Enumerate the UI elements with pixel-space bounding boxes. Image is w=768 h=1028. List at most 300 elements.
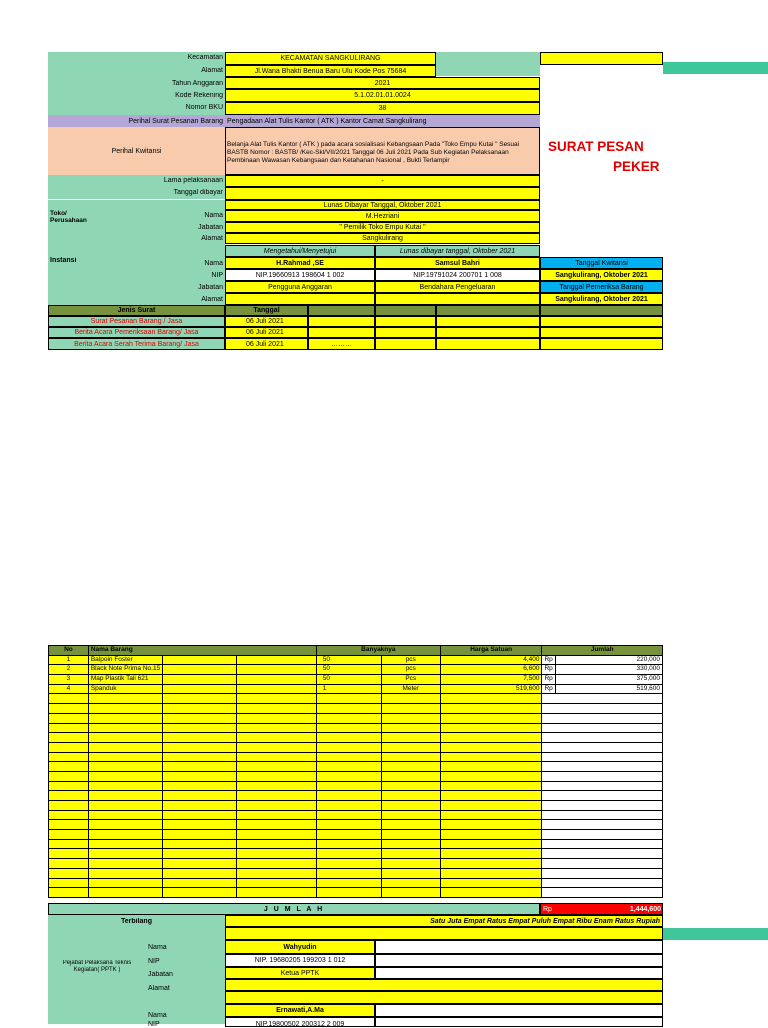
pptk-blank-4	[375, 967, 663, 979]
item-cell	[542, 868, 663, 878]
toko-nama-value: M.Hezriani	[225, 210, 540, 222]
item-cell	[163, 820, 237, 830]
item-cell	[440, 762, 542, 772]
item-cell	[440, 781, 542, 791]
item-cell	[316, 820, 381, 830]
item-cell	[542, 859, 663, 869]
item-cell	[49, 742, 89, 752]
item-cell	[237, 878, 317, 888]
rekening-value: 5.1.02.01.01.0024	[225, 89, 540, 102]
item-cell	[88, 694, 162, 704]
item-cell	[163, 742, 237, 752]
alamat-value: Jl.Wana Bhakti Benua Baru Ulu Kode Pos 75684	[225, 65, 436, 77]
green-bar-bottom	[663, 928, 768, 940]
item-cell	[316, 723, 381, 733]
item-cell	[440, 752, 542, 762]
item-cell	[237, 704, 317, 714]
item-cell	[440, 791, 542, 801]
tanggal-header: Tanggal	[225, 305, 308, 316]
item-unit: Pcs	[381, 675, 440, 685]
item-cell	[440, 723, 542, 733]
bp-alamat	[375, 293, 540, 305]
cell	[375, 338, 436, 350]
item-cell	[440, 801, 542, 811]
item-cell	[163, 830, 237, 840]
item-cell	[88, 704, 162, 714]
pptk-blank-2	[375, 940, 663, 954]
item-harga: 6,600	[440, 665, 542, 675]
item-cell	[316, 859, 381, 869]
item-cell	[440, 694, 542, 704]
tanggal-row-3: 06 Juli 2021	[225, 338, 308, 350]
bp-nama: Samsul Bahri	[375, 257, 540, 269]
item-harga: 519,600	[440, 684, 542, 694]
header-cell	[375, 305, 436, 316]
item-cell	[381, 810, 440, 820]
pptk-bg	[48, 927, 225, 1024]
header-cell	[308, 305, 375, 316]
item-cell	[542, 878, 663, 888]
item-cell	[163, 723, 237, 733]
item-cell	[316, 781, 381, 791]
tgl-dibayar-value	[225, 187, 540, 200]
pptk-blank-6	[375, 1004, 663, 1017]
item-cell	[440, 849, 542, 859]
item-cell	[163, 752, 237, 762]
table-row-empty	[49, 849, 663, 859]
item-cell	[542, 801, 663, 811]
item-nama: Map Plastik Tali 621	[88, 675, 162, 685]
item-cell	[316, 752, 381, 762]
item-cell	[542, 781, 663, 791]
item-cell	[88, 771, 162, 781]
item-cell	[88, 888, 162, 898]
item-cell	[49, 762, 89, 772]
item-cell	[381, 868, 440, 878]
item-cell	[49, 868, 89, 878]
table-row-empty	[49, 888, 663, 898]
item-cell	[49, 733, 89, 743]
pptk-jabatan-label: Jabatan	[148, 971, 173, 978]
toko-jabatan-value: " Pemilik Toko Empu Kutai "	[225, 222, 540, 233]
pptk-blank-7	[375, 1017, 663, 1027]
item-cell	[381, 888, 440, 898]
blank-cell	[540, 52, 663, 65]
item-cell	[316, 801, 381, 811]
item-cell	[440, 704, 542, 714]
item-cell	[316, 713, 381, 723]
item-cell	[49, 888, 89, 898]
lunas-dibayar-label: Lunas dibayar tanggal, Oktober 2021	[375, 245, 540, 257]
item-cell	[440, 733, 542, 743]
lama-label: Lama pelaksanaan	[163, 177, 223, 184]
item-cell	[440, 888, 542, 898]
pptk-alamat-value	[225, 979, 663, 991]
table-row-empty	[49, 810, 663, 820]
item-cell	[88, 810, 162, 820]
item-cell	[381, 791, 440, 801]
item-cell	[163, 713, 237, 723]
item-cell	[163, 675, 237, 685]
item-cell	[542, 694, 663, 704]
table-row-empty	[49, 801, 663, 811]
table-row-empty	[49, 859, 663, 869]
item-cell	[237, 859, 317, 869]
tahun-value: 2021	[225, 77, 540, 89]
item-cell	[381, 801, 440, 811]
toko-label: Toko/ Perusahaan	[50, 210, 87, 224]
jenis-row-3: Berita Acara Serah Terima Barang/ Jasa	[48, 338, 225, 350]
item-cell	[49, 694, 89, 704]
extra-row-1	[308, 316, 375, 327]
item-cell	[542, 830, 663, 840]
item-nama: Balpoin Foster	[88, 655, 162, 665]
item-cell	[542, 820, 663, 830]
jenis-header: Jenis Surat	[48, 305, 225, 316]
item-cell	[440, 859, 542, 869]
item-cell	[237, 742, 317, 752]
mengetahui-label: Mengetahui/Menyetujui	[225, 245, 375, 257]
pptk-alamat-label: Alamat	[148, 985, 170, 992]
item-cell	[163, 684, 237, 694]
item-cell	[440, 810, 542, 820]
item-cell	[316, 868, 381, 878]
item-cell	[88, 791, 162, 801]
col-jumlah-header: Jumlah	[542, 646, 663, 656]
doc-title-line2: PEKER	[613, 160, 660, 174]
instansi-nip-label: NIP	[211, 272, 223, 279]
doc-title-line1: SURAT PESAN	[548, 140, 644, 154]
item-cell	[88, 801, 162, 811]
item-rp: Rp	[542, 684, 556, 694]
green-bar-top	[663, 62, 768, 74]
item-cell	[381, 820, 440, 830]
item-cell	[88, 742, 162, 752]
jenis-row-1: Surat Pesanan Barang / Jasa	[48, 316, 225, 327]
item-cell	[163, 762, 237, 772]
item-jumlah: 330,000	[556, 665, 663, 675]
item-cell	[381, 752, 440, 762]
col-no-header: No	[49, 646, 89, 656]
bku-label: Nomor BKU	[185, 104, 223, 111]
pptk-nama2-label: Nama	[148, 1012, 167, 1019]
tahun-label: Tahun Anggaran	[172, 80, 223, 87]
cell	[540, 338, 663, 350]
item-cell	[237, 849, 317, 859]
pa-nama: H.Rahmad ,SE	[225, 257, 375, 269]
item-cell	[163, 665, 237, 675]
item-cell	[381, 878, 440, 888]
item-cell	[163, 868, 237, 878]
item-cell	[237, 762, 317, 772]
table-row-empty	[49, 878, 663, 888]
item-cell	[440, 830, 542, 840]
item-cell	[542, 771, 663, 781]
total-rp: Rp	[540, 903, 663, 915]
item-cell	[88, 878, 162, 888]
col-harga-header: Harga Satuan	[440, 646, 542, 656]
tgl-dibayar-label: Tanggal dibayar	[173, 189, 223, 196]
header-cell	[436, 305, 540, 316]
item-cell	[440, 742, 542, 752]
item-cell	[163, 849, 237, 859]
item-nama: Black Note Prima No.15	[88, 665, 162, 675]
item-no: 1	[49, 655, 89, 665]
pptk-label: Pejabat Pelaksana Teknis Kegiatan( PPTK )	[62, 960, 132, 973]
pa-nip: NIP.19660913 198604 1 002	[225, 269, 375, 281]
item-cell	[542, 704, 663, 714]
item-cell	[88, 839, 162, 849]
item-cell	[163, 733, 237, 743]
item-cell	[381, 771, 440, 781]
item-cell	[49, 752, 89, 762]
item-cell	[316, 704, 381, 714]
item-cell	[316, 771, 381, 781]
table-row-empty	[49, 781, 663, 791]
item-cell	[381, 742, 440, 752]
tanggal-row-2: 06 Juli 2021	[225, 327, 308, 338]
pptk-jabatan-value: Ketua PPTK	[225, 967, 375, 979]
item-unit: Meter	[381, 684, 440, 694]
rekening-label: Kode Rekening	[175, 92, 223, 99]
item-cell	[316, 849, 381, 859]
cell	[436, 316, 540, 327]
item-cell	[381, 762, 440, 772]
item-cell	[237, 655, 317, 665]
item-qty: 50	[316, 655, 381, 665]
item-cell	[542, 791, 663, 801]
item-cell	[163, 781, 237, 791]
tgl-periksa-label: Tanggal Pemeriksa Barang	[540, 281, 663, 293]
item-cell	[381, 694, 440, 704]
table-row	[49, 675, 663, 685]
item-cell	[88, 820, 162, 830]
item-cell	[237, 810, 317, 820]
perihal-kw-label: Perihal Kwitansi	[48, 127, 225, 175]
extra-row-3: ………	[308, 338, 375, 350]
lama-value: -	[225, 175, 540, 187]
pptk-nama-label: Nama	[148, 944, 167, 951]
item-cell	[88, 713, 162, 723]
item-cell	[237, 752, 317, 762]
item-cell	[440, 713, 542, 723]
table-row-empty	[49, 830, 663, 840]
item-cell	[542, 849, 663, 859]
item-cell	[49, 781, 89, 791]
item-cell	[237, 839, 317, 849]
green-spacer	[436, 52, 540, 76]
item-cell	[381, 839, 440, 849]
toko-alamat-label: Alamat	[201, 235, 223, 242]
tgl-kwitansi-value: Sangkulirang, Oktober 2021	[540, 269, 663, 281]
item-rp: Rp	[542, 655, 556, 665]
cell	[540, 327, 663, 338]
item-cell	[163, 791, 237, 801]
item-cell	[163, 888, 237, 898]
table-row-empty	[49, 752, 663, 762]
bp-jabatan: Bendahara Pengeluaran	[375, 281, 540, 293]
item-harga: 7,500	[440, 675, 542, 685]
item-qty: 50	[316, 665, 381, 675]
perihal-kw-box	[225, 127, 540, 175]
jenis-row-2: Berita Acara Pemeriksaan Barang/ Jasa	[48, 327, 225, 338]
table-row-empty	[49, 733, 663, 743]
item-cell	[440, 878, 542, 888]
item-jumlah: 519,600	[556, 684, 663, 694]
item-cell	[237, 830, 317, 840]
table-row-empty	[49, 713, 663, 723]
pptk-nama2-value: Ernawati,A.Ma	[225, 1004, 375, 1017]
item-cell	[88, 868, 162, 878]
item-cell	[316, 733, 381, 743]
item-cell	[237, 791, 317, 801]
item-cell	[49, 713, 89, 723]
item-jumlah: 375,000	[556, 675, 663, 685]
pptk-nip2-label: NIP	[148, 1021, 160, 1028]
item-cell	[88, 733, 162, 743]
toko-alamat-value: Sangkulirang	[225, 233, 540, 244]
instansi-jabatan-label: Jabatan	[198, 284, 223, 291]
table-row-empty	[49, 791, 663, 801]
perihal-sp-label: Perihal Surat Pesanan Barang	[48, 115, 225, 127]
item-no: 4	[49, 684, 89, 694]
item-cell	[163, 655, 237, 665]
jumlah-label: J U M L A H	[48, 903, 540, 915]
item-cell	[88, 849, 162, 859]
item-cell	[88, 723, 162, 733]
col-banyaknya-header: Banyaknya	[316, 646, 440, 656]
item-cell	[316, 878, 381, 888]
item-cell	[542, 839, 663, 849]
cell	[436, 338, 540, 350]
cell	[436, 327, 540, 338]
item-cell	[163, 801, 237, 811]
item-cell	[316, 810, 381, 820]
table-row	[49, 665, 663, 675]
item-cell	[542, 888, 663, 898]
cell	[540, 316, 663, 327]
item-cell	[440, 868, 542, 878]
item-cell	[88, 752, 162, 762]
pptk-nama-value: Wahyudin	[225, 940, 375, 954]
item-cell	[316, 839, 381, 849]
pptk-nip-label: NIP	[148, 958, 160, 965]
item-no: 2	[49, 665, 89, 675]
instansi-label: Instansi	[50, 257, 77, 264]
item-cell	[163, 839, 237, 849]
item-cell	[381, 859, 440, 869]
item-cell	[316, 742, 381, 752]
item-cell	[88, 859, 162, 869]
pptk-nip-value: NIP. 19680205 199203 1 012	[225, 954, 375, 967]
item-cell	[49, 878, 89, 888]
item-rp: Rp	[542, 665, 556, 675]
item-cell	[88, 830, 162, 840]
items-table	[48, 645, 663, 898]
item-jumlah: 220,000	[556, 655, 663, 665]
item-cell	[316, 888, 381, 898]
item-cell	[542, 762, 663, 772]
table-row-empty	[49, 762, 663, 772]
perihal-kw-value: Belanja Alat Tulis Kantor ( ATK ) pada acara sosialisasi Kebangsaan Pada "Toko Empu Kutai " Sesuai BASTB Nomor : BASTB/ /Kec-Skl/VII/2021 Tanggal 06 Juli 2021 Pada Sub Kegiatan Pelaksanaan Pembinaan Wawasan Kebangsaan dan Ketahanan Nasional , Bukti Terlampir	[227, 141, 520, 164]
extra-row-2	[308, 327, 375, 338]
item-cell	[49, 839, 89, 849]
header-cell	[540, 305, 663, 316]
item-cell	[381, 849, 440, 859]
item-cell	[237, 694, 317, 704]
item-cell	[316, 762, 381, 772]
item-unit: pcs	[381, 655, 440, 665]
item-cell	[237, 675, 317, 685]
item-cell	[237, 713, 317, 723]
item-cell	[542, 810, 663, 820]
instansi-alamat-label: Alamat	[201, 296, 223, 303]
item-cell	[542, 733, 663, 743]
item-cell	[237, 665, 317, 675]
item-cell	[49, 849, 89, 859]
alamat-label: Alamat	[201, 67, 223, 74]
item-cell	[381, 781, 440, 791]
pa-alamat	[225, 293, 375, 305]
item-cell	[440, 820, 542, 830]
item-cell	[49, 830, 89, 840]
item-cell	[440, 771, 542, 781]
item-cell	[163, 771, 237, 781]
total-value: 1,444,600	[629, 905, 661, 913]
pa-jabatan: Pengguna Anggaran	[225, 281, 375, 293]
item-cell	[49, 704, 89, 714]
col-nama-header: Nama Barang	[88, 646, 316, 656]
terbilang-label: Terbilang	[121, 918, 152, 925]
table-row-empty	[49, 723, 663, 733]
item-cell	[237, 868, 317, 878]
pptk-blank-5	[225, 991, 663, 1004]
item-cell	[163, 704, 237, 714]
item-cell	[88, 781, 162, 791]
item-cell	[49, 771, 89, 781]
cell	[375, 316, 436, 327]
item-cell	[49, 820, 89, 830]
pptk-nip2-value: NIP.19800502 200312 2 009	[225, 1017, 375, 1027]
tgl-kwitansi-label: Tanggal Kwitansi	[540, 257, 663, 269]
tanggal-row-1: 06 Juli 2021	[225, 316, 308, 327]
item-cell	[316, 791, 381, 801]
table-row-empty	[49, 742, 663, 752]
item-cell	[237, 723, 317, 733]
toko-jabatan-label: Jabatan	[198, 224, 223, 231]
item-cell	[49, 801, 89, 811]
kecamatan-value: KECAMATAN SANGKULIRANG	[225, 52, 436, 65]
item-no: 3	[49, 675, 89, 685]
item-cell	[237, 820, 317, 830]
item-cell	[49, 810, 89, 820]
item-cell	[381, 733, 440, 743]
item-cell	[163, 810, 237, 820]
item-qty: 1	[316, 684, 381, 694]
item-cell	[237, 771, 317, 781]
toko-nama-label: Nama	[204, 212, 223, 219]
table-row-empty	[49, 820, 663, 830]
item-cell	[381, 723, 440, 733]
item-nama: Spanduk	[88, 684, 162, 694]
item-cell	[163, 859, 237, 869]
item-cell	[88, 762, 162, 772]
table-row-empty	[49, 704, 663, 714]
tgl-periksa-value: Sangkulirang, Oktober 2021	[540, 293, 663, 305]
item-cell	[163, 878, 237, 888]
item-cell	[49, 791, 89, 801]
table-row	[49, 684, 663, 694]
